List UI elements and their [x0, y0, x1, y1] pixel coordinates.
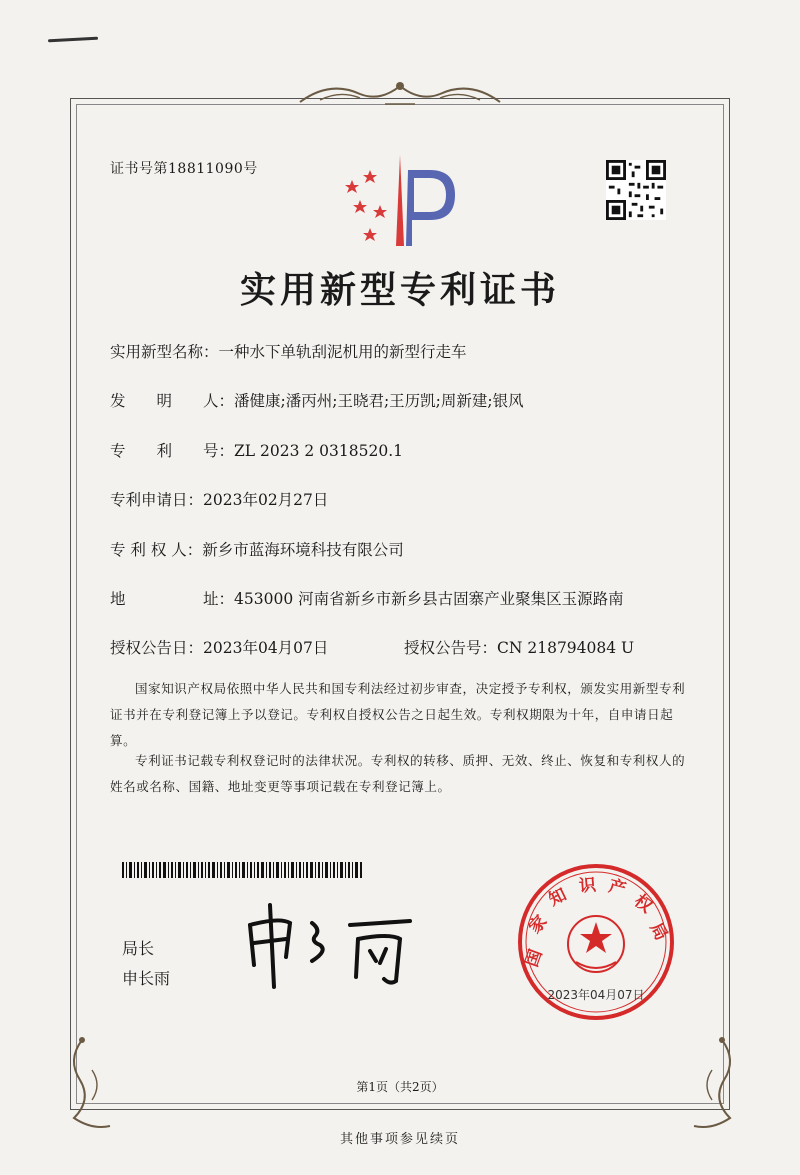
application-date-value: 2023年02月27日	[203, 491, 329, 509]
grant-number-value: CN 218794084 U	[497, 639, 635, 657]
svg-text:产: 产	[606, 876, 629, 901]
svg-text:识: 识	[578, 875, 597, 897]
patent-number-value: ZL 2023 2 0318520.1	[234, 442, 403, 460]
svg-text:知: 知	[545, 884, 570, 911]
address-label: 地 址：	[110, 590, 235, 608]
director-signature	[240, 895, 420, 995]
utility-name-row	[110, 340, 467, 362]
legal-paragraph-2: 专利证书记载专利权登记时的法律状况。专利权的转移、质押、无效、终止、恢复和专利权人的姓名或名称、国籍、地址变更等事项记载在专利登记簿上。	[110, 753, 686, 794]
patent-number-row	[110, 439, 403, 461]
official-seal	[516, 862, 676, 1022]
address-value: 453000 河南省新乡市新乡县古固寨产业聚集区玉源路南	[234, 590, 624, 608]
grant-date-row	[110, 636, 328, 658]
legal-paragraph-1: 国家知识产权局依照中华人民共和国专利法经过初步审查，决定授予专利权，颁发实用新型专利证书并在专利登记簿上予以登记。专利权自授权公告之日起生效。专利权期限为十年，自申请日起算。	[110, 681, 686, 748]
inventor-value: 潘健康;潘丙州;王晓君;王历凯;周新建;银风	[234, 392, 524, 410]
barcode	[122, 862, 362, 878]
qr-code	[606, 160, 666, 220]
svg-text:家: 家	[525, 911, 552, 938]
patent-number-label: 专 利 号：	[110, 442, 235, 460]
patent-office-logo	[340, 150, 460, 250]
patentee-value: 新乡市蓝海环境科技有限公司	[202, 541, 404, 559]
grant-date-value: 2023年04月07日	[203, 639, 329, 657]
svg-text:国: 国	[521, 946, 547, 970]
footer-note: 其他事项参见续页	[339, 1132, 460, 1147]
application-date-label: 专利申请日：	[110, 491, 204, 509]
patentee-label: 专 利 权 人：	[110, 541, 203, 559]
grant-date-label: 授权公告日：	[110, 639, 204, 657]
grant-number-row	[404, 636, 634, 658]
chief-name: 申长雨	[122, 969, 171, 988]
utility-name-value: 一种水下单轨刮泥机用的新型行走车	[218, 343, 467, 361]
certificate-number: 证书号第18811090号	[110, 161, 258, 177]
seal-date: 2023年04月07日	[547, 988, 645, 1002]
page-mark	[48, 37, 98, 43]
utility-name-label: 实用新型名称：	[110, 343, 219, 361]
chief-title: 局长	[122, 939, 155, 958]
application-date-row	[110, 488, 328, 510]
svg-text:局: 局	[645, 919, 672, 944]
patentee-row	[110, 538, 404, 560]
inventor-label: 发 明 人：	[110, 392, 235, 410]
inventor-row	[110, 389, 524, 411]
svg-text:权: 权	[630, 890, 656, 918]
grant-number-label: 授权公告号：	[404, 639, 498, 657]
certificate-title: 实用新型专利证书	[239, 270, 560, 311]
top-ornament	[290, 72, 510, 112]
address-row	[110, 587, 624, 609]
page-number: 第1页（共2页）	[356, 1080, 444, 1094]
